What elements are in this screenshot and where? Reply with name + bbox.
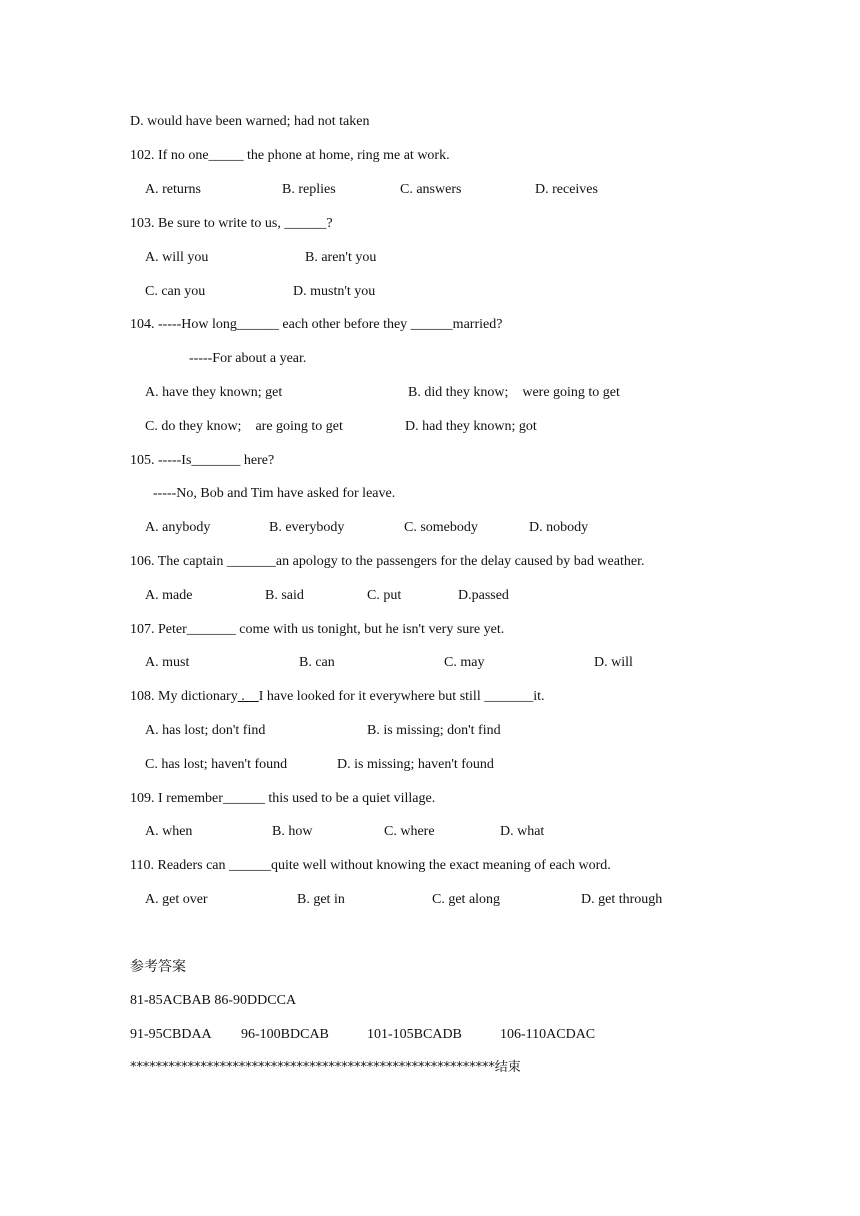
end-marker: *********************************************************结束 [130, 1060, 521, 1075]
question-104-stem: 104. -----How long______ each other before they ______married? [130, 317, 503, 332]
question-101-option-d: D. would have been warned; had not taken [130, 114, 370, 129]
answer-key-group-101-105: 101-105BCADB [367, 1027, 462, 1042]
question-107-option-d: D. will [594, 655, 633, 670]
question-106-option-c: C. put [367, 588, 402, 603]
question-107-option-c: C. may [444, 655, 485, 670]
question-103-option-c: C. can you [145, 284, 206, 299]
question-108-stem [130, 688, 544, 706]
question-104-option-a: A. have they known; get [145, 385, 283, 400]
question-107-option-a: A. must [145, 655, 190, 670]
question-103-option-b: B. aren't you [305, 250, 377, 265]
answer-key-group-106-110: 106-110ACDAC [500, 1027, 596, 1042]
question-103-option-a: A. will you [145, 250, 209, 265]
question-109-option-b: B. how [272, 824, 313, 839]
question-108-option-c: C. has lost; haven't found [145, 757, 288, 772]
question-102-option-b: B. replies [282, 182, 336, 197]
question-106-option-a: A. made [145, 588, 193, 603]
question-108-option-b: B. is missing; don't find [367, 723, 501, 738]
question-105-option-d: D. nobody [529, 520, 589, 535]
question-102-option-c: C. answers [400, 182, 462, 197]
question-104-option-d: D. had they known; got [405, 419, 537, 434]
answer-key-heading: 参考答案 [130, 959, 186, 975]
question-109-stem: 109. I remember______ this used to be a quiet village. [130, 791, 436, 806]
question-102-option-d: D. receives [535, 182, 598, 197]
question-110-option-b: B. get in [297, 892, 345, 907]
question-106-option-d: D.passed [458, 588, 509, 603]
question-108-stem-start: 108. My dictionary [130, 689, 238, 704]
question-110-option-d: D. get through [581, 892, 663, 907]
question-108-option-d: D. is missing; haven't found [337, 757, 494, 772]
question-104-option-c: C. do they know; are going to get [145, 419, 343, 434]
question-103-stem: 103. Be sure to write to us, ______? [130, 216, 333, 231]
question-105-option-a: A. anybody [145, 520, 211, 535]
answer-key-line-1: 81-85ACBAB 86-90DDCCA [130, 993, 297, 1008]
question-108-option-a: A. has lost; don't find [145, 723, 266, 738]
answer-key-group-96-100: 96-100BDCAB [241, 1027, 329, 1042]
question-104-option-b: B. did they know; were going to get [408, 385, 620, 400]
question-109-option-d: D. what [500, 824, 545, 839]
question-107-option-b: B. can [299, 655, 335, 670]
question-108-stem-end: I have looked for it everywhere but still _______it. [258, 689, 545, 704]
question-105-option-c: C. somebody [404, 520, 478, 535]
question-105-option-b: B. everybody [269, 520, 345, 535]
question-110-option-a: A. get over [145, 892, 208, 907]
question-108-blank: . [237, 689, 259, 704]
question-109-option-c: C. where [384, 824, 435, 839]
question-104-reply: -----For about a year. [189, 351, 307, 366]
question-102-stem: 102. If no one_____ the phone at home, ring me at work. [130, 148, 450, 163]
question-110-stem: 110. Readers can ______quite well without knowing the exact meaning of each word. [130, 858, 611, 873]
answer-key-group-91-95: 91-95CBDAA [130, 1027, 212, 1042]
question-103-option-d: D. mustn't you [293, 284, 376, 299]
question-105-stem: 105. -----Is_______ here? [130, 453, 275, 468]
question-110-option-c: C. get along [432, 892, 501, 907]
question-105-reply: -----No, Bob and Tim have asked for leave. [153, 486, 396, 501]
question-109-option-a: A. when [145, 824, 193, 839]
question-102-option-a: A. returns [145, 182, 201, 197]
question-107-stem: 107. Peter_______ come with us tonight, but he isn't very sure yet. [130, 622, 505, 637]
question-106-stem: 106. The captain _______an apology to the passengers for the delay caused by bad weather. [130, 554, 645, 569]
question-106-option-b: B. said [265, 588, 304, 603]
